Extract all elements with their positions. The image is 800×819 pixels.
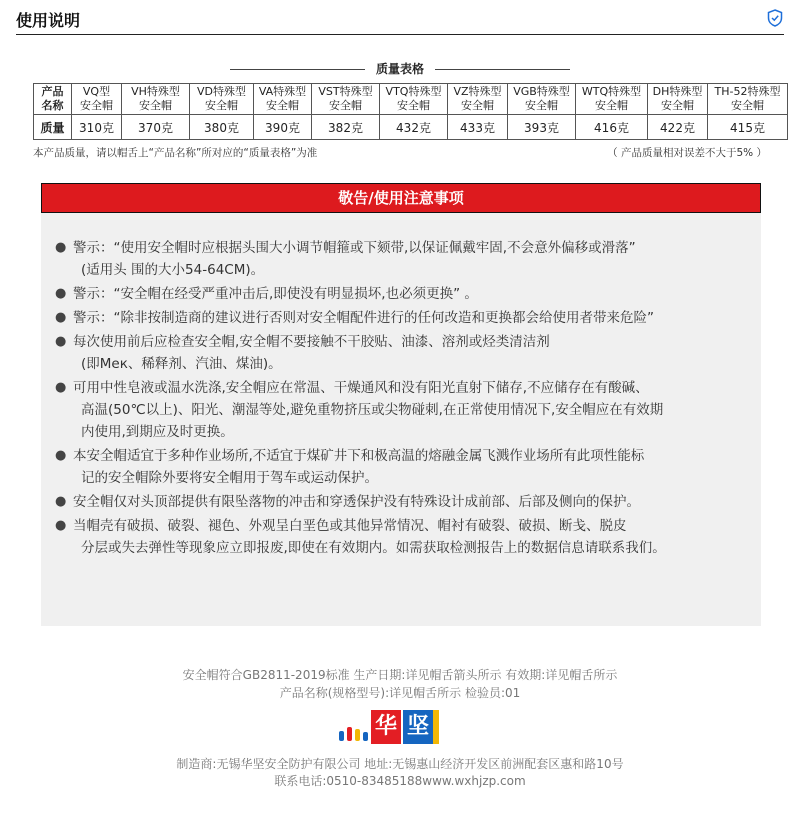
brand-logo [339,710,469,744]
warning-line: (即Mек、稀释剂、汽油、煤油)。 [81,356,282,372]
warning-item [51,491,751,513]
product-name-cell: VTQ特殊型 安全帽 [380,84,448,115]
warning-line: 本安全帽适宜于多种作业场所,不适宜于煤矿井下和极高温的熔融金属飞溅作业场所有此项性能标 [73,448,645,464]
product-name-header: 产品 名称 [34,84,72,115]
page-header [0,0,800,36]
product-name-cell: VZ特殊型 安全帽 [448,84,508,115]
bullet-icon: ● [55,286,67,301]
tolerance-note: （ 产品质量相对误差不大于5% ） [607,147,767,159]
bullet-icon: ● [55,240,67,255]
product-mass-cell: 416克 [576,115,648,140]
title-rule-right [435,69,570,70]
product-name-row [34,84,788,115]
warning-title-bar: 敬告/使用注意事项 [41,183,761,213]
product-mass-cell: 310克 [72,115,122,140]
bullet-icon: ● [55,518,67,533]
standard-info: 安全帽符合GB2811-2019标准 生产日期:详见帽舌箭头所示 有效期:详见帽舌所示 [182,668,618,682]
product-info: 产品名称(规格型号):详见帽舌所示 检验员:01 [279,686,521,700]
mass-table [33,83,788,140]
product-name-cell: VST特殊型 安全帽 [312,84,380,115]
warning-line: (适用头 围的大小54-64CM)。 [81,262,265,278]
warning-line: 警示：“使用安全帽时应根据头围大小调节帽箍或下颏带,以保证佩戴牢固,不会意外偏移或滑落” [73,240,636,256]
warning-item [51,445,751,489]
warning-line: 警示：“除非按制造商的建议进行否则对安全帽配件进行的任何改造和更换都会给使用者带来危险” [73,310,654,326]
product-mass-cell: 433克 [448,115,508,140]
logo-accent [433,710,439,744]
warning-line: 高温(50℃以上)、阳光、潮湿等处,避免重物挤压或尖物碰刺,在正常使用情况下,安全帽应在有效期 [81,402,664,418]
logo-char-jian: 坚 [403,710,433,744]
mass-header: 质量 [34,115,72,140]
warning-item [51,307,751,329]
product-mass-cell: 422克 [648,115,708,140]
bullet-icon: ● [55,448,67,463]
product-name-cell: WTQ特殊型 安全帽 [576,84,648,115]
product-mass-cell: 380克 [190,115,254,140]
warning-line: 分层或失去弹性等现象应立即报废,即使在有效期内。如需获取检测报告上的数据信息请联系我们。 [81,540,666,556]
warning-item [51,377,751,443]
mass-note: 本产品质量，请以帽舌上“产品名称”所对应的“质量表格”为准 [33,147,318,159]
warning-list [51,237,751,561]
product-mass-cell: 393克 [508,115,576,140]
mass-table-title-row [0,60,800,78]
bullet-icon: ● [55,494,67,509]
product-mass-cell: 382克 [312,115,380,140]
shield-check-icon[interactable] [767,9,783,27]
product-name-cell: VGB特殊型 安全帽 [508,84,576,115]
warning-item [51,515,751,559]
product-mass-cell: 415克 [708,115,788,140]
contact-info: 联系电话:0510-83485188www.wxhjzp.com [274,774,526,788]
product-name-cell: VQ型 安全帽 [72,84,122,115]
mass-row [34,115,788,140]
mass-table-title: 质量表格 [375,62,424,76]
warning-line: 安全帽仅对头顶部提供有限坠落物的冲击和穿透保护没有特殊设计成前部、后部及侧向的保护。 [73,494,640,510]
title-rule-left [230,69,365,70]
manufacturer-info: 制造商:无锡华坚安全防护有限公司 地址:无锡惠山经济开发区前洲配套区惠和路10号 [176,757,624,771]
warning-line: 可用中性皂液或温水洗涤,安全帽应在常温、干燥通风和没有阳光直射下储存,不应储存在有酸碱、 [73,380,649,396]
bullet-icon: ● [55,380,67,395]
product-name-cell: VA特殊型 安全帽 [254,84,312,115]
product-name-cell: VH特殊型 安全帽 [122,84,190,115]
warning-line: 警示：“安全帽在经受严重冲击后,即使没有明显损坏,也必须更换” 。 [73,286,478,302]
warning-line: 记的安全帽除外要将安全帽用于驾车或运动保护。 [81,470,378,486]
product-name-cell: DH特殊型 安全帽 [648,84,708,115]
warning-item [51,237,751,281]
product-mass-cell: 432克 [380,115,448,140]
warning-line: 当帽壳有破损、破裂、褪色、外观呈白垩色或其他异常情况、帽衬有破裂、破损、断戋、脱皮 [73,518,627,534]
warning-item [51,283,751,305]
page-title: 使用说明 [16,11,81,30]
warning-item [51,331,751,375]
warning-line: 每次使用前后应检查安全帽,安全帽不要接触不干胶贴、油漆、溶剂或烃类清洁剂 [73,334,550,350]
warning-panel [41,213,761,626]
header-divider [16,34,784,35]
logo-bars-icon [339,723,373,741]
logo-char-hua: 华 [371,710,401,744]
bullet-icon: ● [55,310,67,325]
product-mass-cell: 390克 [254,115,312,140]
product-mass-cell: 370克 [122,115,190,140]
warning-line: 内使用,到期应及时更换。 [81,424,234,440]
bullet-icon: ● [55,334,67,349]
product-name-cell: TH-52特殊型 安全帽 [708,84,788,115]
product-name-cell: VD特殊型 安全帽 [190,84,254,115]
